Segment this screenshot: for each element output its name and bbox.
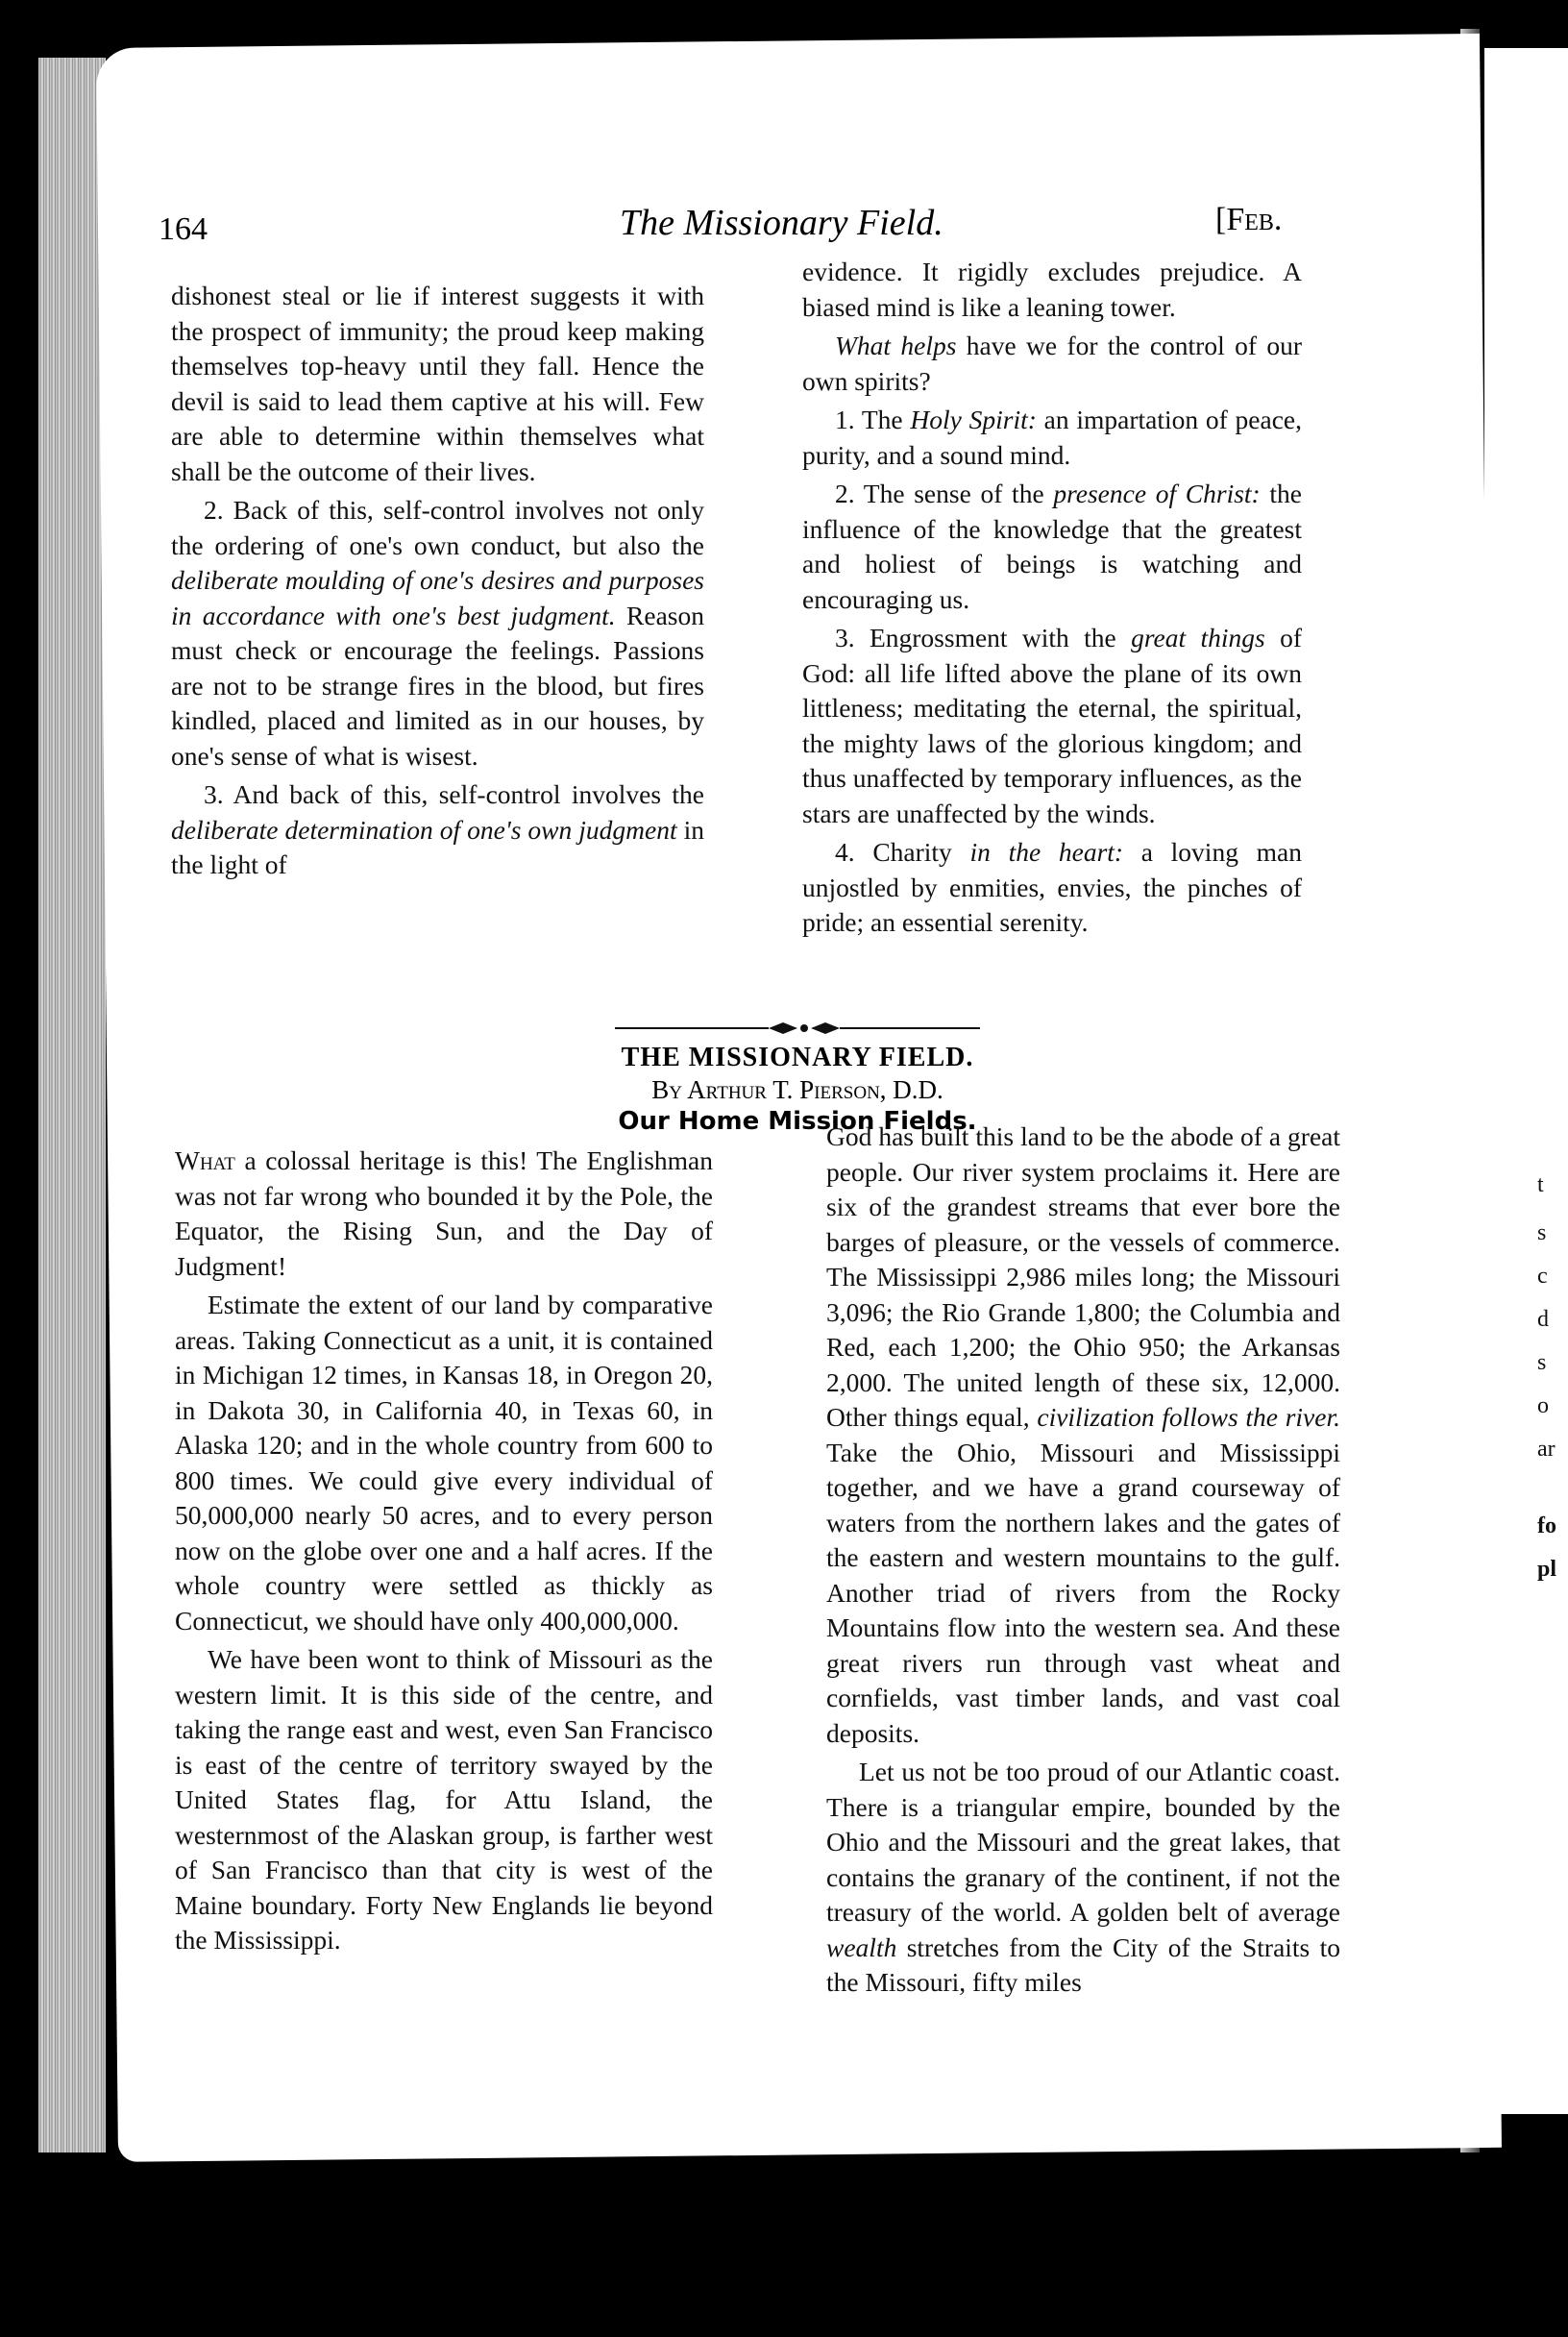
paragraph: 4. Charity in the heart: a loving man unjostled by enmities, envies, the pinches of pride; an essential serenity. [802, 837, 1302, 937]
right-column-top [802, 255, 1302, 945]
running-title: The Missionary Field. [620, 203, 943, 243]
section-divider-ornament [615, 1019, 980, 1038]
facing-page-fragment: s [1537, 1350, 1547, 1375]
page-edges [38, 58, 106, 2152]
facing-page-fragment: c [1537, 1264, 1548, 1289]
page-number: 164 [159, 211, 208, 247]
paragraph: dishonest steal or lie if interest suggests it with the prospect of immunity; the proud keep making themselves top-heavy until they fall. Hence the devil is said to lead them captive at his will. Few are able to determine within themselves what shall be the outcome of their lives. [171, 281, 704, 486]
article-title: THE MISSIONARY FIELD. [621, 1043, 974, 1072]
paragraph: God has built this land to be the abode of a great people. Our river system proclaims it. Here are six of the grandest streams that ever bore the barges of pleasure, or the vessels of commerce. The Mississippi 2,986 miles long; the Missouri 3,096; the Rio Grande 1,800; the Columbia and Red, each 1,200; the Ohio 950; the Arkansas 2,000. The united length of these six, 12,000. Other things equal, civilization follows the river. Take the Ohio, Missouri and Mississippi together, and we have a grand courseway of waters from the northern lakes and the gates of the eastern and western mountains to the gulf. Another triad of rivers from the Rocky Mountains flow into the western sea. And these great rivers run through vast wheat and cornfields, vast timber lands, and vast coal deposits. [826, 1121, 1340, 1748]
facing-page-fragment: fo [1537, 1513, 1556, 1538]
left-column-top [171, 279, 704, 887]
facing-page-fragment: s [1537, 1220, 1547, 1245]
paragraph: 3. Engrossment with the great things of God: all life lifted above the plane of its own littleness; meditating the eternal, the spiritual, the mighty laws of the glorious kingdom; and thus unaffected by temporary influences, as the stars are unaffected by the winds. [802, 623, 1302, 828]
paragraph: 1. The Holy Spirit: an impartation of peace, purity, and a sound mind. [802, 405, 1302, 470]
facing-page-fragment: ar [1537, 1437, 1556, 1462]
facing-page-fragment: o [1537, 1393, 1549, 1418]
paragraph: What a colossal heritage is this! The Englishman was not far wrong who bounded it by the Pole, the Equator, the Rising Sun, and the Day of Judgment! [175, 1145, 713, 1281]
page-header [159, 202, 1292, 259]
paragraph: Let us not be too proud of our Atlantic coast. There is a triangular empire, bounded by the Ohio and the Missouri and the great lakes, that contains the granary of the continent, if not the treasury of the world. A golden belt of average wealth stretches from the City of the Straits to the Missouri, fifty miles [826, 1757, 1340, 1997]
paragraph: 2. Back of this, self-control involves not only the ordering of one's own conduct, but also the deliberate moulding of one's desires and purposes in accordance with one's best judgment. Reason must check or encourage the feelings. Passions are not to be strange fires in the blood, but fires kindled, placed and limited as in our houses, by one's sense of what is wisest. [171, 495, 704, 771]
article-byline: By Arthur T. Pierson, D.D. [651, 1075, 943, 1104]
left-column-bottom [175, 1144, 713, 1962]
issue-month: [Feb. [1215, 202, 1283, 237]
facing-page-fragment: pl [1537, 1557, 1557, 1582]
right-column-bottom [826, 1119, 1340, 2005]
facing-page-fragment: d [1537, 1307, 1549, 1332]
paragraph: What helps have we for the control of our own spirits? [802, 331, 1302, 396]
paragraph: We have been wont to think of Missouri as the western limit. It is this side of the centre, and taking the range east and west, even San Francisco is east of the centre of territory swayed by the United States flag, for Attu Island, the westernmost of the Alaskan group, is farther west of San Francisco than that city is west of the Maine boundary. Forty New Englands lie beyond the Mississippi. [175, 1644, 713, 1955]
article-subheading: Our Home Mission Fields. [618, 1107, 977, 1136]
paragraph: Estimate the extent of our land by comparative areas. Taking Connecticut as a unit, it is contained in Michigan 12 times, in Kansas 18, in Oregon 20, in Dakota 30, in California 40, in Texas 60, in Alaska 120; and in the whole country from 600 to 800 times. We could give every individual of 50,000,000 nearly 50 acres, and to every person now on the globe over one and a half acres. If the whole country were settled as thickly as Connecticut, we should have only 400,000,000. [175, 1290, 713, 1636]
paragraph: evidence. It rigidly excludes prejudice. A biased mind is like a leaning tower. [802, 257, 1302, 322]
facing-page-fragment: t [1537, 1172, 1544, 1197]
paragraph: 3. And back of this, self-control involves the deliberate determination of one's own judgment in the light of [171, 779, 704, 879]
paragraph: 2. The sense of the presence of Christ: the influence of the knowledge that the greatest and holiest of beings is watching and encouraging us. [802, 479, 1302, 614]
